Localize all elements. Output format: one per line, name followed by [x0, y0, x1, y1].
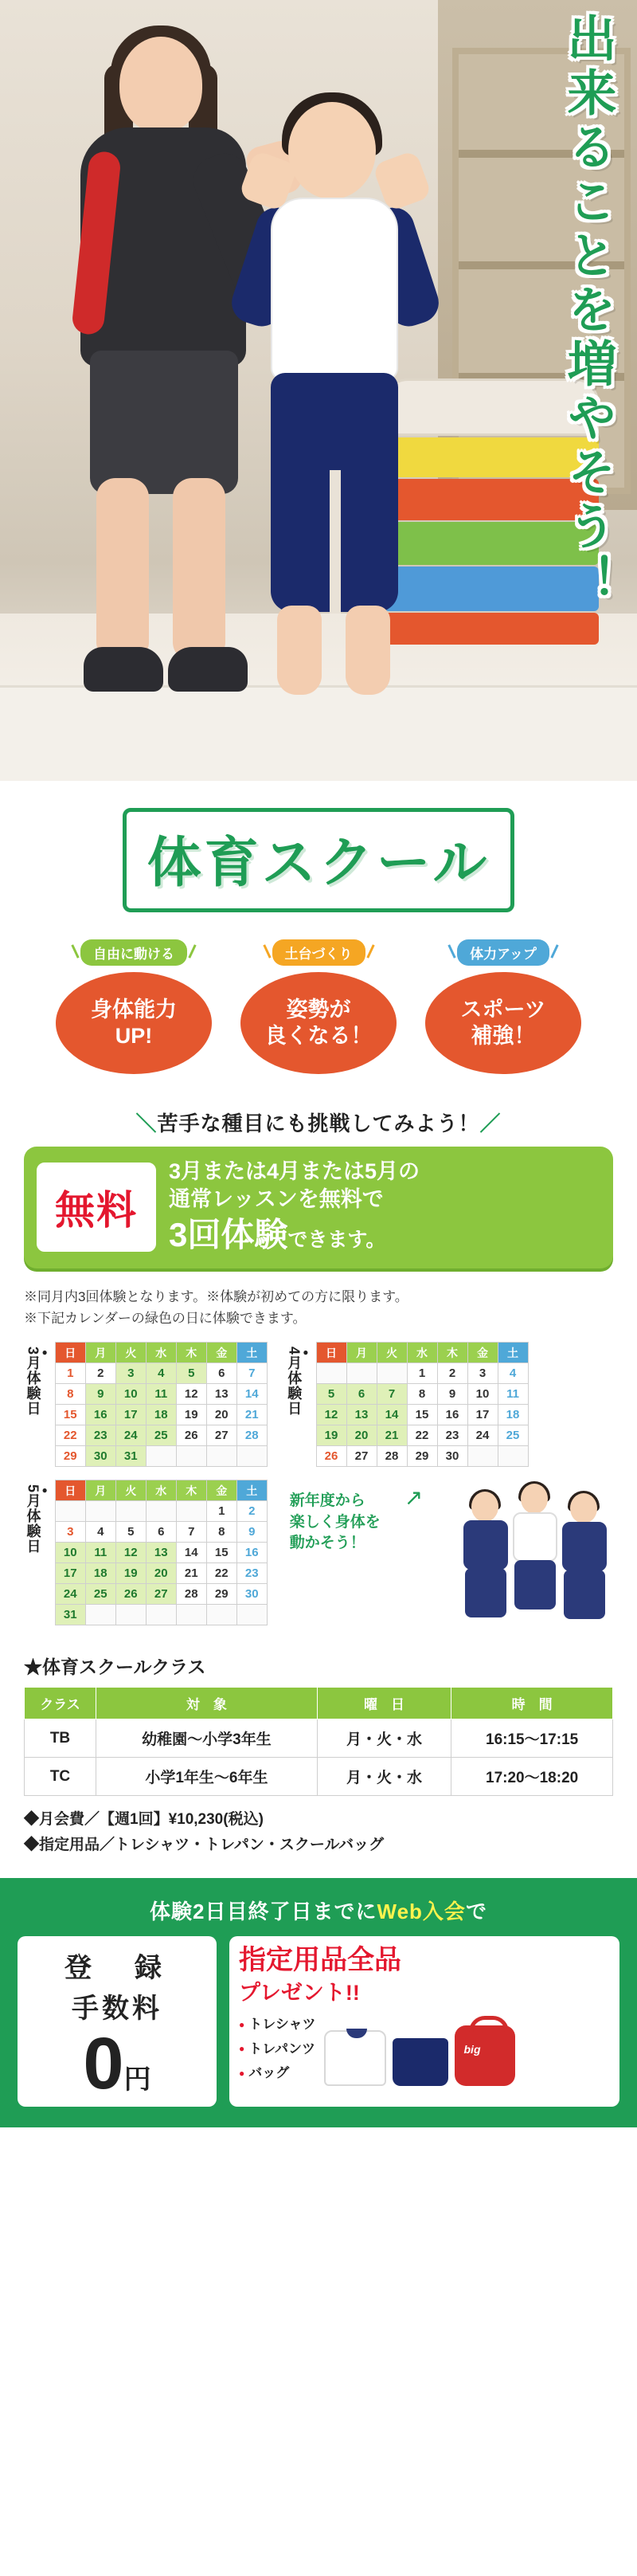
calendar-day-cell[interactable]: 24	[55, 1584, 85, 1605]
calendar-week-row	[55, 1384, 267, 1405]
calendar-day-cell[interactable]: 18	[85, 1563, 115, 1584]
calendar-day-cell[interactable]: 4	[498, 1363, 528, 1384]
calendar-weekday: 火	[377, 1343, 407, 1363]
table-row	[25, 1758, 613, 1796]
class-table	[24, 1687, 613, 1796]
gift-title: 指定用品全品	[239, 1944, 401, 1975]
side-note-text: 新年度から 楽しく身体を 動かそう！	[289, 1492, 381, 1552]
calendar-day-cell[interactable]: 14	[176, 1543, 206, 1563]
calendar-empty-cell	[176, 1605, 206, 1625]
calendar-weekday-row	[55, 1480, 267, 1501]
bullet-fee: ◆月会費／【週1回】¥10,230(税込)	[24, 1811, 264, 1829]
calendar-day-cell[interactable]: 15	[55, 1405, 85, 1425]
calendar-day-cell[interactable]: 13	[206, 1384, 236, 1405]
calendar-empty-cell	[146, 1446, 176, 1467]
calendar-table-may	[55, 1480, 268, 1625]
trial-line2: 通常レッスンを無料で	[169, 1187, 384, 1212]
calendar-day-cell[interactable]: 1	[55, 1363, 85, 1384]
registration-label-1: 登 録	[64, 1952, 170, 1983]
registration-zero: 0円	[83, 2022, 151, 2104]
calendar-empty-cell	[377, 1363, 407, 1384]
calendar-day-cell[interactable]: 11	[498, 1384, 528, 1405]
gift-item-list	[239, 2013, 316, 2086]
class-code-tc: TC	[25, 1758, 96, 1796]
calendar-day-cell[interactable]: 4	[146, 1363, 176, 1384]
calendar-empty-cell	[115, 1501, 146, 1522]
calendar-day-cell[interactable]: 4	[85, 1522, 115, 1543]
benefit-item-1	[50, 939, 217, 1074]
gift-subtitle: プレゼント!!	[239, 1981, 360, 2006]
calendar-weekday: 日	[316, 1343, 346, 1363]
benefit-line1-1: 身体能力	[91, 998, 177, 1022]
class-section	[0, 1638, 637, 1796]
calendar-day-cell[interactable]: 12	[176, 1384, 206, 1405]
calendar-day-cell[interactable]: 21	[176, 1563, 206, 1584]
calendar-day-cell[interactable]: 11	[146, 1384, 176, 1405]
class-target-tc: 小学1年生～6年生	[96, 1758, 318, 1796]
calendar-label-march: ● 3月体験日	[25, 1347, 49, 1417]
calendar-day-cell[interactable]: 10	[115, 1384, 146, 1405]
calendar-row-2	[24, 1480, 613, 1625]
calendar-weekday: 木	[437, 1343, 467, 1363]
calendar-week-row	[316, 1425, 528, 1446]
calendar-empty-cell	[146, 1605, 176, 1625]
kids-illustration	[462, 1480, 613, 1619]
calendar-day-cell[interactable]: 6	[206, 1363, 236, 1384]
title-plate	[123, 808, 515, 912]
bullet-items: ◆指定用品／トレシャツ・トレパン・スクールバッグ	[24, 1837, 385, 1854]
calendar-weekday: 日	[55, 1480, 85, 1501]
benefit-item-2	[235, 939, 402, 1074]
calendar-day-cell[interactable]: 27	[146, 1584, 176, 1605]
calendar-day-cell[interactable]: 22	[55, 1425, 85, 1446]
calendar-empty-cell	[236, 1605, 267, 1625]
pants-icon	[393, 2038, 448, 2086]
trial-line3-tail: できます。	[287, 1229, 386, 1252]
calendar-day-cell[interactable]: 7	[377, 1384, 407, 1405]
trial-line3	[169, 1214, 420, 1257]
calendar-week-row	[55, 1405, 267, 1425]
benefit-line1-3: スポーツ	[460, 998, 546, 1022]
benefit-item-3	[420, 939, 587, 1074]
calendar-empty-cell	[146, 1501, 176, 1522]
calendar-day-cell[interactable]: 24	[467, 1425, 498, 1446]
benefit-line2-3: 補強！	[471, 1024, 536, 1048]
campaign-registration-fee	[18, 1936, 217, 2107]
calendar-day-cell[interactable]: 2	[437, 1363, 467, 1384]
calendar-day-cell[interactable]: 5	[115, 1522, 146, 1543]
calendar-day-cell[interactable]: 2	[85, 1363, 115, 1384]
calendar-empty-cell	[85, 1605, 115, 1625]
calendar-weekday: 火	[115, 1343, 146, 1363]
calendar-week-row	[55, 1501, 267, 1522]
calendar-day-cell[interactable]: 8	[206, 1522, 236, 1543]
calendar-day-cell[interactable]: 31	[55, 1605, 85, 1625]
calendar-empty-cell	[346, 1363, 377, 1384]
trial-banner	[24, 1147, 613, 1268]
calendar-label-april: ● 4月体験日	[286, 1347, 310, 1417]
calendar-weekday: 木	[176, 1480, 206, 1501]
calendar-day-cell[interactable]: 13	[146, 1543, 176, 1563]
bag-logo: big	[463, 2042, 481, 2056]
calendar-day-cell[interactable]: 3	[467, 1363, 498, 1384]
calendar-day-cell[interactable]: 26	[176, 1425, 206, 1446]
trial-lead-text: 苦手な種目にも挑戦してみよう！	[157, 1112, 480, 1135]
calendar-day-cell[interactable]: 17	[115, 1405, 146, 1425]
child-figure	[239, 96, 438, 725]
calendar-day-cell[interactable]: 23	[85, 1425, 115, 1446]
calendar-day-cell[interactable]: 28	[176, 1584, 206, 1605]
calendar-day-cell[interactable]: 9	[437, 1384, 467, 1405]
calendar-day-cell[interactable]: 28	[236, 1425, 267, 1446]
calendar-weekday: 月	[85, 1480, 115, 1501]
calendar-day-cell[interactable]: 15	[206, 1543, 236, 1563]
calendar-day-cell[interactable]: 6	[146, 1522, 176, 1543]
calendar-day-cell[interactable]: 6	[346, 1384, 377, 1405]
fee-bullets	[0, 1796, 637, 1878]
calendar-week-row	[55, 1543, 267, 1563]
gift-goods-illustration	[324, 2013, 515, 2086]
calendar-day-cell[interactable]: 28	[377, 1446, 407, 1467]
calendar-week-row	[316, 1446, 528, 1467]
calendar-weekday-row	[55, 1343, 267, 1363]
calendar-day-cell[interactable]: 11	[85, 1543, 115, 1563]
benefits-row	[0, 919, 637, 1087]
calendar-day-cell[interactable]: 15	[407, 1405, 437, 1425]
calendar-day-cell[interactable]: 25	[85, 1584, 115, 1605]
class-header-target: 対 象	[96, 1688, 318, 1719]
list-item: ● トレパンツ	[239, 2037, 316, 2062]
calendar-day-cell[interactable]: 16	[85, 1405, 115, 1425]
calendar-row-1	[24, 1342, 613, 1467]
calendar-day-cell[interactable]: 10	[55, 1543, 85, 1563]
calendar-table-april	[316, 1342, 529, 1467]
calendar-weekday-row	[316, 1343, 528, 1363]
calendar-weekday: 金	[206, 1343, 236, 1363]
calendar-day-cell[interactable]: 7	[236, 1363, 267, 1384]
calendar-day-cell[interactable]: 20	[346, 1425, 377, 1446]
calendar-day-cell[interactable]: 7	[176, 1522, 206, 1543]
calendar-week-row	[55, 1446, 267, 1467]
trial-line1: 3月または4月または5月の	[169, 1159, 420, 1183]
calendar-day-cell[interactable]: 12	[115, 1543, 146, 1563]
calendar-day-cell[interactable]: 30	[236, 1584, 267, 1605]
campaign-web-word: Web入会	[377, 1899, 466, 1923]
calendar-day-cell[interactable]: 14	[377, 1405, 407, 1425]
calendar-weekday: 土	[498, 1343, 528, 1363]
calendar-day-cell[interactable]: 29	[407, 1446, 437, 1467]
bag-icon	[455, 2025, 515, 2086]
calendar-day-cell[interactable]: 29	[206, 1584, 236, 1605]
calendar-block-may	[24, 1480, 268, 1625]
calendar-day-cell[interactable]: 21	[236, 1405, 267, 1425]
class-days-tc: 月・火・水	[317, 1758, 451, 1796]
calendar-week-row	[316, 1384, 528, 1405]
benefit-line2-1: UP!	[115, 1024, 153, 1048]
calendar-week-row	[55, 1425, 267, 1446]
benefit-ribbon-2: 土台づくり	[272, 939, 365, 966]
calendar-weekday: 水	[146, 1343, 176, 1363]
calendar-day-cell[interactable]: 29	[55, 1446, 85, 1467]
calendar-week-row	[316, 1363, 528, 1384]
calendar-empty-cell	[115, 1605, 146, 1625]
calendar-weekday: 金	[467, 1343, 498, 1363]
campaign-footer	[0, 1878, 637, 2127]
calendar-day-cell[interactable]: 8	[55, 1384, 85, 1405]
calendar-block-april	[285, 1342, 529, 1467]
calendar-day-cell[interactable]: 21	[377, 1425, 407, 1446]
calendar-weekday: 月	[85, 1343, 115, 1363]
calendar-day-cell[interactable]: 13	[346, 1405, 377, 1425]
note-1: ※同月内3回体験となります。※体験が初めての方に限ります。	[24, 1288, 408, 1304]
calendar-day-cell[interactable]: 17	[55, 1563, 85, 1584]
benefit-line1-2: 姿勢が	[286, 998, 351, 1022]
calendar-day-cell[interactable]: 3	[115, 1363, 146, 1384]
benefit-ribbon-1: 自由に動ける	[80, 939, 187, 966]
calendar-empty-cell	[316, 1363, 346, 1384]
calendar-empty-cell	[55, 1501, 85, 1522]
calendar-week-row	[55, 1584, 267, 1605]
calendar-day-cell[interactable]: 31	[115, 1446, 146, 1467]
arrow-icon: ↗	[404, 1485, 424, 1511]
calendar-day-cell[interactable]: 1	[206, 1501, 236, 1522]
page-title: 体育スクール	[147, 833, 490, 893]
calendar-day-cell[interactable]: 16	[437, 1405, 467, 1425]
calendar-day-cell[interactable]: 17	[467, 1405, 498, 1425]
yen-unit: 円	[123, 2064, 151, 2095]
calendar-table-march	[55, 1342, 268, 1467]
calendar-day-cell[interactable]: 26	[316, 1446, 346, 1467]
trial-lead	[0, 1087, 637, 1147]
calendar-day-cell[interactable]: 19	[316, 1425, 346, 1446]
class-header-days: 曜 日	[317, 1688, 451, 1719]
calendar-empty-cell	[206, 1605, 236, 1625]
calendar-weekday: 火	[115, 1480, 146, 1501]
registration-label-2: 手数料	[72, 1993, 162, 2024]
calendar-empty-cell	[206, 1446, 236, 1467]
calendar-weekday: 水	[146, 1480, 176, 1501]
calendar-week-row	[55, 1605, 267, 1625]
shirt-icon	[324, 2030, 386, 2086]
calendar-day-cell[interactable]: 2	[236, 1501, 267, 1522]
note-2: ※下記カレンダーの緑色の日に体験できます。	[24, 1310, 307, 1326]
calendar-day-cell[interactable]: 24	[115, 1425, 146, 1446]
calendar-week-row	[55, 1363, 267, 1384]
trial-free-badge: 無料	[37, 1163, 156, 1252]
calendar-empty-cell	[176, 1501, 206, 1522]
calendar-day-cell[interactable]: 25	[498, 1425, 528, 1446]
calendar-empty-cell	[176, 1446, 206, 1467]
calendar-day-cell[interactable]: 5	[176, 1363, 206, 1384]
title-band	[0, 781, 637, 919]
calendar-day-cell[interactable]: 30	[85, 1446, 115, 1467]
calendar-day-cell[interactable]: 22	[206, 1563, 236, 1584]
benefit-circle-3	[425, 972, 581, 1074]
campaign-row	[18, 1936, 619, 2107]
slash-right: ／	[479, 1112, 502, 1135]
calendar-block-march	[24, 1342, 268, 1467]
calendar-empty-cell	[85, 1501, 115, 1522]
trial-line3-big: 3回体験	[169, 1216, 288, 1254]
calendar-weekday: 月	[346, 1343, 377, 1363]
campaign-gift	[229, 1936, 619, 2107]
list-item: ● トレシャツ	[239, 2013, 316, 2037]
calendar-day-cell[interactable]: 8	[407, 1384, 437, 1405]
calendar-day-cell[interactable]: 9	[236, 1522, 267, 1543]
calendar-day-cell[interactable]: 23	[236, 1563, 267, 1584]
calendar-day-cell[interactable]: 9	[85, 1384, 115, 1405]
calendar-day-cell[interactable]: 18	[498, 1405, 528, 1425]
table-row	[25, 1719, 613, 1758]
calendar-day-cell[interactable]: 19	[176, 1405, 206, 1425]
class-days-tb: 月・火・水	[317, 1719, 451, 1758]
calendar-weekday: 土	[236, 1343, 267, 1363]
benefit-circle-2	[240, 972, 397, 1074]
slash-left: ＼	[135, 1112, 158, 1135]
calendar-day-cell[interactable]: 5	[316, 1384, 346, 1405]
calendar-day-cell[interactable]: 3	[55, 1522, 85, 1543]
calendar-day-cell[interactable]: 18	[146, 1405, 176, 1425]
calendar-weekday: 土	[236, 1480, 267, 1501]
calendar-day-cell[interactable]: 26	[115, 1584, 146, 1605]
calendar-week-row	[55, 1563, 267, 1584]
calendar-week-row	[316, 1405, 528, 1425]
class-time-tb: 16:15～17:15	[451, 1719, 613, 1758]
hero-headline: 出来ることを増やそう！	[560, 13, 615, 609]
calendar-day-cell[interactable]: 20	[146, 1563, 176, 1584]
list-item: ● バッグ	[239, 2061, 316, 2086]
calendar-day-cell[interactable]: 22	[407, 1425, 437, 1446]
calendar-empty-cell	[467, 1446, 498, 1467]
gift-body	[239, 2013, 610, 2086]
calendar-day-cell[interactable]: 30	[437, 1446, 467, 1467]
class-section-title: ★体育スクールクラス	[24, 1657, 206, 1678]
class-header-time: 時 間	[451, 1688, 613, 1719]
calendar-day-cell[interactable]: 19	[115, 1563, 146, 1584]
calendar-weekday: 木	[176, 1343, 206, 1363]
calendar-day-cell[interactable]: 12	[316, 1405, 346, 1425]
notes-block	[0, 1268, 637, 1334]
campaign-headline: 体験2日目終了日までにWeb入会で	[150, 1899, 487, 1923]
calendar-day-cell[interactable]: 27	[346, 1446, 377, 1467]
benefit-ribbon-3: 体力アップ	[457, 939, 549, 966]
calendar-day-cell[interactable]: 14	[236, 1384, 267, 1405]
calendar-day-cell[interactable]: 10	[467, 1384, 498, 1405]
calendar-empty-cell	[498, 1446, 528, 1467]
class-code-tb: TB	[25, 1719, 96, 1758]
calendar-day-cell[interactable]: 27	[206, 1425, 236, 1446]
benefit-circle-1	[56, 972, 212, 1074]
calendar-weekday: 金	[206, 1480, 236, 1501]
calendar-side-note	[285, 1480, 613, 1615]
hero-photo	[0, 0, 637, 781]
class-time-tc: 17:20～18:20	[451, 1758, 613, 1796]
trial-text	[169, 1158, 420, 1257]
calendar-section	[0, 1334, 637, 1625]
calendar-day-cell[interactable]: 25	[146, 1425, 176, 1446]
calendar-day-cell[interactable]: 1	[407, 1363, 437, 1384]
calendar-weekday: 水	[407, 1343, 437, 1363]
calendar-empty-cell	[236, 1446, 267, 1467]
calendar-weekday: 日	[55, 1343, 85, 1363]
calendar-label-may: ● 5月体験日	[25, 1484, 49, 1555]
calendar-day-cell[interactable]: 23	[437, 1425, 467, 1446]
calendar-day-cell[interactable]: 16	[236, 1543, 267, 1563]
calendar-week-row	[55, 1522, 267, 1543]
class-table-header-row	[25, 1688, 613, 1719]
benefit-line2-2: 良くなる！	[264, 1024, 373, 1048]
class-header-code: クラス	[25, 1688, 96, 1719]
class-target-tb: 幼稚園～小学3年生	[96, 1719, 318, 1758]
calendar-day-cell[interactable]: 20	[206, 1405, 236, 1425]
